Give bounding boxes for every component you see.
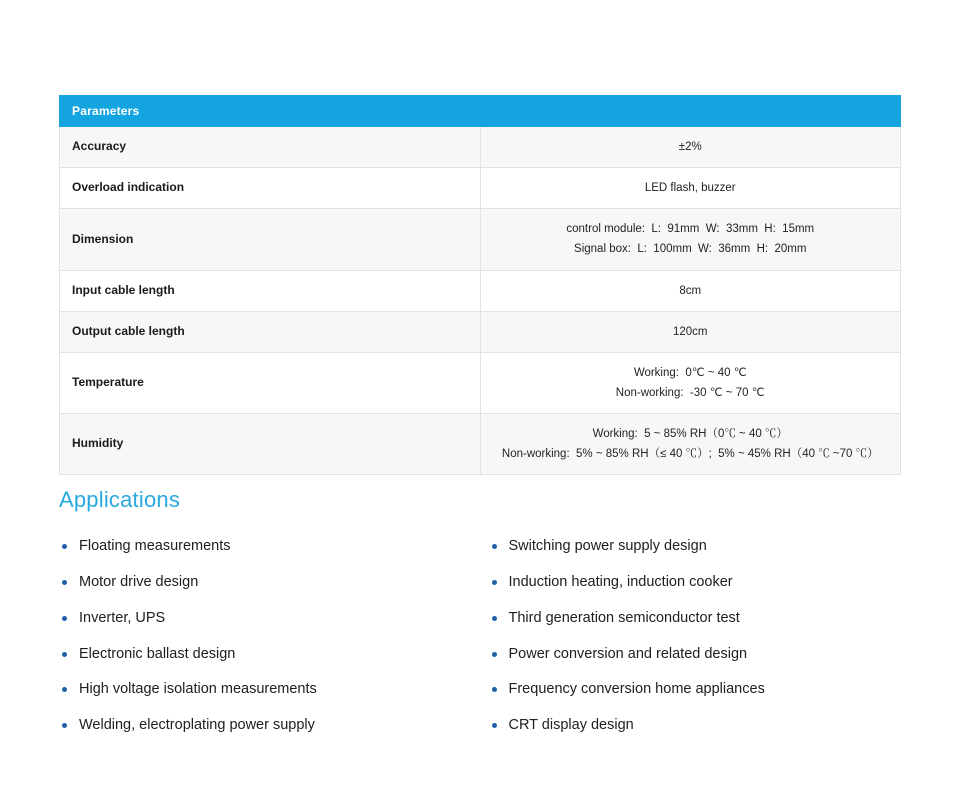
list-item-label: Third generation semiconductor test	[508, 609, 740, 626]
bullet-icon	[492, 687, 497, 692]
applications-right-column	[472, 537, 902, 752]
applications-columns	[59, 537, 901, 752]
bullet-icon	[62, 544, 67, 549]
list-item-label: High voltage isolation measurements	[79, 681, 317, 698]
table-body	[60, 127, 901, 475]
table-row-value-line: Non-working: 5% ~ 85% RH（≤ 40 ℃）; 5% ~ 45% RH（40 ℃ ~70 ℃）	[501, 448, 879, 461]
list-item-label: Induction heating, induction cooker	[508, 573, 733, 590]
bullet-icon	[492, 616, 497, 621]
applications-list-left	[59, 537, 472, 735]
table-row-label: Output cable length	[60, 311, 481, 352]
bullet-icon	[62, 616, 67, 621]
bullet-icon	[492, 723, 497, 728]
table-row-label: Humidity	[60, 414, 481, 475]
bullet-icon	[62, 687, 67, 692]
table-row-value-line: ±2%	[678, 141, 702, 153]
bullet-icon	[492, 580, 497, 585]
table-row-label: Overload indication	[60, 168, 481, 209]
bullet-icon	[492, 652, 497, 657]
bullet-icon	[62, 652, 67, 657]
bullet-icon	[62, 580, 67, 585]
applications-section	[59, 487, 901, 752]
list-item-label: Power conversion and related design	[508, 645, 748, 662]
table-row	[60, 414, 901, 475]
list-item	[489, 573, 902, 592]
table-row-value-line: LED flash, buzzer	[644, 182, 736, 195]
list-item	[489, 537, 902, 556]
table-row	[60, 127, 901, 168]
table-row-value	[480, 168, 901, 209]
table-row-value	[480, 352, 901, 413]
table-row-label: Accuracy	[60, 127, 481, 168]
list-item	[59, 645, 472, 664]
list-item-label: Motor drive design	[79, 573, 199, 590]
list-item-label: Inverter, UPS	[79, 609, 166, 626]
list-item	[489, 609, 902, 628]
table-row-value-line: Non-working: -30 ℃ ~ 70 ℃	[615, 386, 765, 399]
table-row	[60, 168, 901, 209]
table-row-label: Dimension	[60, 209, 481, 270]
applications-title: Applications	[59, 487, 181, 512]
table-row-value-line: Working: 5 ~ 85% RH（0℃ ~ 40 ℃）	[592, 428, 788, 440]
list-item	[59, 537, 472, 556]
specifications-table	[59, 95, 901, 475]
list-item-label: Switching power supply design	[508, 538, 707, 554]
table-header-parameters: Parameters	[60, 96, 901, 127]
applications-list-right	[489, 537, 902, 735]
list-item-label: Welding, electroplating power supply	[79, 717, 315, 734]
table-row-value	[480, 127, 901, 168]
table-row	[60, 352, 901, 413]
list-item-label: Floating measurements	[79, 538, 231, 554]
list-item-label: Frequency conversion home appliances	[508, 681, 765, 698]
table-header-row	[60, 96, 901, 127]
table-row	[60, 209, 901, 270]
table-row-value-line: Signal box: L: 100mm W: 36mm H: 20mm	[574, 243, 807, 256]
table-row-value-line: Working: 0℃ ~ 40 ℃	[633, 366, 747, 379]
list-item	[59, 573, 472, 592]
table-row-value	[480, 414, 901, 475]
table-row	[60, 311, 901, 352]
table-row-value	[480, 209, 901, 270]
specifications-table-container	[59, 95, 901, 475]
list-item-label: CRT display design	[508, 717, 634, 734]
table-row-value-line: 8cm	[679, 284, 702, 297]
table-row-value	[480, 311, 901, 352]
bullet-icon	[492, 544, 497, 549]
list-item	[489, 645, 902, 664]
list-item	[59, 680, 472, 699]
list-item	[489, 716, 902, 735]
table-row-label: Input cable length	[60, 270, 481, 311]
list-item-label: Electronic ballast design	[79, 645, 236, 662]
table-row-value-line: control module: L: 91mm W: 33mm H: 15mm	[566, 223, 815, 236]
list-item	[59, 609, 472, 628]
table-head	[60, 96, 901, 127]
bullet-icon	[62, 723, 67, 728]
table-row-value	[480, 270, 901, 311]
table-row-label: Temperature	[60, 352, 481, 413]
table-row-value-line: 120cm	[672, 325, 708, 338]
list-item	[59, 716, 472, 735]
applications-left-column	[59, 537, 472, 752]
table-row	[60, 270, 901, 311]
list-item	[489, 680, 902, 699]
